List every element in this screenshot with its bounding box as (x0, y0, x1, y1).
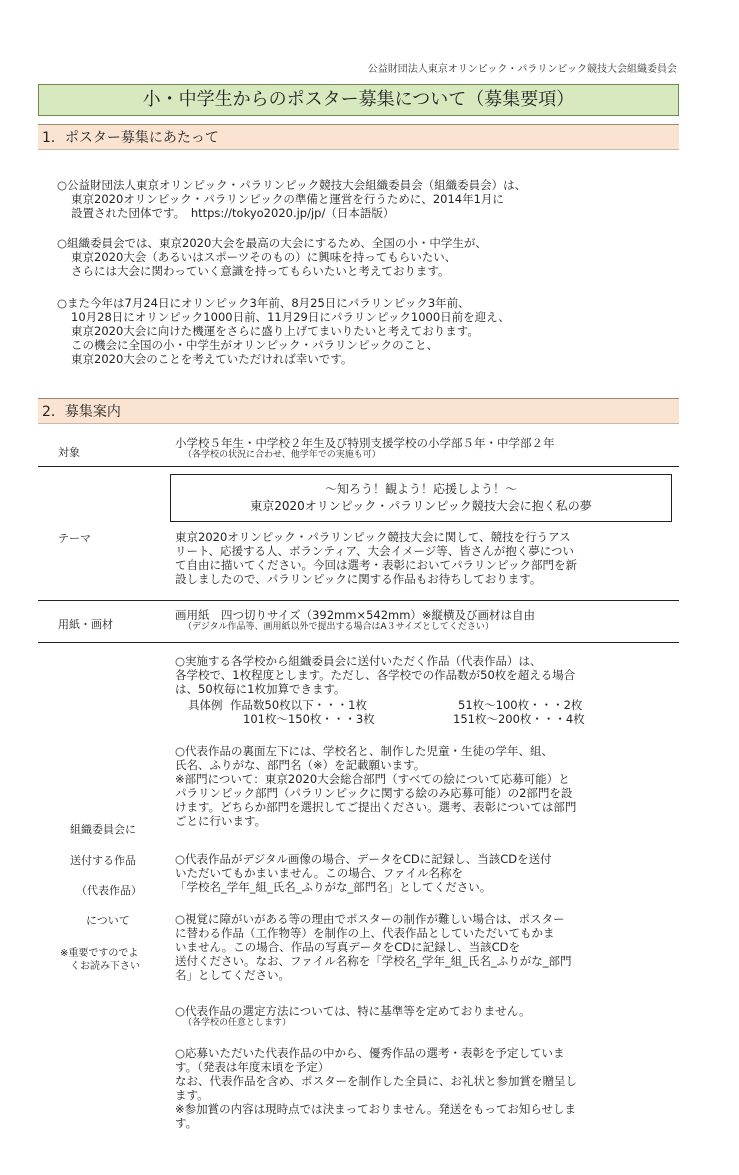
submission-block-2 (175, 744, 675, 828)
section-heading-2: 2．募集案内 (38, 398, 679, 424)
paper-cell (175, 608, 675, 633)
text-line: ○組織委員会では、東京2020大会を最高の大会にするため、全国の小・中学生が、 (57, 236, 487, 250)
submission-label-line: について (86, 914, 130, 927)
row-divider (38, 642, 679, 643)
text-line: 設しましたので、パラリンピックに関する作品もお待ちしております。 (175, 572, 542, 586)
text-line: 東京2020オリンピック・パラリンピックの準備と運営を行うために、2014年1月に (71, 192, 504, 206)
text-line: 東京2020大会に向けた機運をさらに盛り上げてまいりたいと考えております。 (71, 324, 479, 338)
text-line: ○代表作品の選定方法については、特に基準等を定めておりません。 (175, 1004, 531, 1018)
paper-note: （デジタル作品等、画用紙以外で提出する場合はA３サイズとしてください） (183, 622, 494, 632)
text-line: ます。 (175, 1088, 209, 1102)
organization-name: 公益財団法人東京オリンピック・パラリンピック競技大会組織委員会 (367, 64, 677, 75)
text-line: ○視覚に障がいがある等の理由でポスターの制作が難しい場合は、ポスター (175, 912, 565, 926)
text-line: この機会に全国の小・中学生がオリンピック・パラリンピックのこと、 (71, 338, 439, 352)
section-heading-1: 1．ポスター募集にあたって (38, 124, 679, 150)
examples-prefix: 具体例 (188, 698, 223, 712)
text-line: て自由に描いてください。今回は選考・表彰においてパラリンピック部門を新 (175, 558, 578, 572)
target-text: 小学校５年生・中学校２年生及び特別支援学校の小学部５年・中学部２年 (175, 436, 555, 450)
submission-label-line: 送付する作品 (70, 854, 136, 867)
text-line: ※部門について：東京2020大会総合部門（すべての絵について応募可能）と (175, 772, 570, 786)
text-line: ○公益財団法人東京オリンピック・パラリンピック競技大会組織委員会（組織委員会）は、 (57, 178, 527, 192)
text-line: リート、応援する人、ボランティア、大会イメージ等、皆さんが抱く夢につい (175, 544, 575, 558)
text-line: ○代表作品がデジタル画像の場合、データをCDに記録し、当該CDを送付 (175, 852, 552, 866)
theme-box (170, 474, 672, 522)
text-line: いません。この場合、作品の写真データをCDに記録し、当該CDを (175, 940, 520, 954)
target-cell (175, 436, 675, 461)
paper-text: 画用紙 四つ切りサイズ（392mm×542mm）※縦横及び画材は自由 (175, 608, 536, 622)
text-line: 各学校で、1枚程度とします。ただし、各学校での作品数が50枚を超える場合 (175, 668, 576, 682)
submission-block-1 (175, 654, 675, 696)
example-item: 作品数50枚以下・・・1枚 (230, 698, 367, 712)
text-line: 東京2020オリンピック・パラリンピック競技大会に関して、競技を行うアス (175, 530, 571, 544)
submission-label-line: （代表作品） (76, 884, 142, 897)
row-divider (38, 466, 679, 467)
text-line: す。（発表は年度末頃を予定） (175, 1060, 330, 1074)
text-line: 「学校名_学年_組_氏名_ふりがな_部門名」としてください。 (175, 880, 492, 894)
intro-paragraph-1 (57, 178, 677, 220)
text-line: 氏名、ふりがな、部門名（※）を記載願います。 (175, 758, 426, 772)
text-line: す。 (175, 1116, 198, 1130)
text-line: けます。どちらか部門を選択してご提出ください。選考、表彰については部門 (175, 800, 577, 814)
text-line: ※参加賞の内容は現時点では決まっておりません。発送をもってお知らせしま (175, 1102, 576, 1116)
theme-description (175, 530, 675, 586)
example-item: 101枚～150枚・・・3枚 (243, 712, 375, 726)
target-note: （各学校の状況に合わせ、他学年での実施も可） (183, 450, 381, 460)
text-line: ○実施する各学校から組織委員会に送付いただく作品（代表作品）は、 (175, 654, 542, 668)
important-note: ※重要ですのでよ (60, 948, 139, 959)
paper-label: 用紙・画材 (58, 618, 113, 631)
text-line: いただいてもかまいません。この場合、ファイル名称を (175, 866, 463, 880)
theme-slogan: ～知ろう！観よう！応援しよう！～ (324, 482, 517, 496)
example-item: 151枚～200枚・・・4枚 (453, 712, 585, 726)
submission-block-4 (175, 912, 675, 982)
text-line: 設置された団体です。 https://tokyo2020.jp/jp/（日本語版） (71, 206, 395, 220)
text-line: さらには大会に関わっていく意識を持ってもらいたいと考えております。 (71, 264, 450, 278)
examples (188, 698, 688, 726)
important-note: くお読み下さい (70, 961, 140, 972)
text-line: 送付ください。なお、ファイル名称を「学校名_学年_組_氏名_ふりがな_部門 (175, 954, 572, 968)
text-line: は、50枚毎に1枚加算できます。 (175, 682, 346, 696)
intro-paragraph-3 (57, 296, 677, 366)
theme-title: 東京2020オリンピック・パラリンピック競技大会に抱く私の夢 (250, 499, 592, 513)
text-note: （各学校の任意とします） (183, 1018, 292, 1028)
text-line: 東京2020大会のことを考えていただければ幸いです。 (71, 352, 353, 366)
submission-label-line: 組織委員会に (70, 823, 136, 836)
text-line: ○応募いただいた代表作品の中から、優秀作品の選考・表彰を予定していま (175, 1046, 565, 1060)
theme-label: テーマ (58, 532, 91, 545)
submission-block-6 (175, 1046, 675, 1130)
submission-block-3 (175, 852, 675, 894)
target-label: 対象 (58, 446, 80, 459)
intro-paragraph-2 (57, 236, 677, 278)
text-line: パラリンピック部門（パラリンピックに関する絵のみ応募可能）の2部門を設 (175, 786, 573, 800)
example-item: 51枚～100枚・・・2枚 (458, 698, 583, 712)
text-line: 東京2020大会（あるいはスポーツそのもの）に興味を持ってもらいたい、 (71, 250, 457, 264)
text-line: なお、代表作品を含め、ポスターを制作した全員に、お礼状と参加賞を贈呈し (175, 1074, 578, 1088)
page-title: 小・中学生からのポスター募集について（募集要項） (38, 84, 679, 116)
text-line: 名」としてください。 (175, 968, 290, 982)
text-line: ○代表作品の裏面左下には、学校名と、制作した児童・生徒の学年、組、 (175, 744, 554, 758)
text-line: 10月28日にオリンピック1000日前、11月29日にパラリンピック1000日前を迎え、 (71, 310, 510, 324)
text-line: に替わる作品（工作物等）を制作の上、代表作品としていただいてもかま (175, 926, 555, 940)
row-divider (38, 600, 679, 601)
text-line: ごとに行います。 (175, 814, 267, 828)
text-line: ○また今年は7月24日にオリンピック3年前、8月25日にパラリンピック3年前、 (57, 296, 470, 310)
submission-block-5 (175, 1004, 675, 1029)
